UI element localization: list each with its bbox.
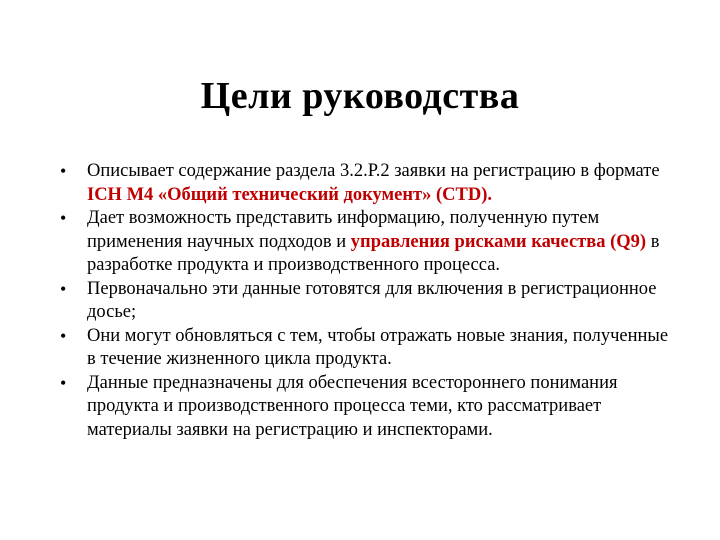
bullet-emphasis: управления рисками качества (Q9) (350, 231, 647, 252)
bullet-text: Они могут обновляться с тем, чтобы отражать новые знания, полученные в течение жизненного цикла продукта. (87, 325, 669, 369)
bullet-item (60, 325, 670, 372)
bullet-dot: • (60, 325, 67, 346)
bullet-dot: • (60, 161, 67, 181)
bullet-text: Дает возможность представить информацию, полученную путем применения научных подходов и (87, 208, 600, 252)
bullet-dot: • (60, 278, 67, 299)
bullet-dot: • (60, 208, 67, 228)
bullet-dot: • (60, 372, 67, 393)
bullet-emphasis: ICH M4 «Общий технический документ» (CTD). (87, 184, 492, 205)
bullet-item (60, 372, 670, 443)
slide-title: Цели руководства (200, 75, 520, 117)
bullet-item (60, 278, 670, 325)
bullet-text: в разработке продукта и производственного процесса. (87, 231, 660, 275)
bullet-text: Описывает содержание раздела 3.2.Р.2 заявки на регистрацию в формате (87, 161, 660, 181)
bullet-list (60, 160, 670, 442)
bullet-text: Первоначально эти данные готовятся для включения в регистрационное досье; (87, 278, 657, 322)
bullet-item (60, 160, 670, 207)
bullet-item (60, 207, 670, 278)
bullet-text: Данные предназначены для обеспечения всестороннего понимания продукта и производственного процесса теми, кто рассматривает материалы заявки на регистрацию и инспекторами. (87, 372, 618, 440)
